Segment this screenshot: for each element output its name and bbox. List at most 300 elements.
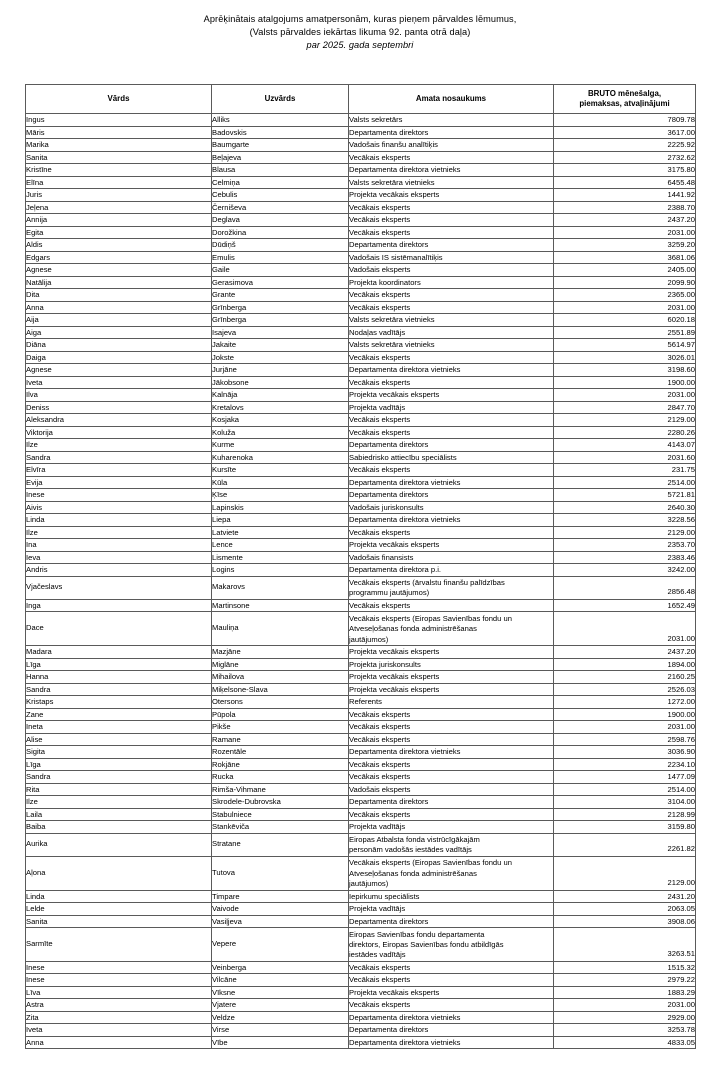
position-line: Atveseļošanas fonda administrēšanas (349, 868, 477, 878)
cell-first-name: Aivis (26, 501, 212, 514)
cell-last-name: Vasiļjeva (212, 915, 349, 928)
position-lines (349, 128, 553, 138)
position-line: Vadošais finanšu analītiķis (349, 140, 438, 150)
cell-last-name: Kūla (212, 476, 349, 489)
cell-salary-amount: 2437.20 (554, 646, 696, 659)
cell-salary-amount: 2405.00 (554, 264, 696, 277)
position-line: Vadošais juriskonsults (349, 502, 424, 512)
cell-last-name: Miķelsone-Slava (212, 683, 349, 696)
position-line: Nodaļas vadītājs (349, 327, 406, 337)
position-line: Projekta vecākais eksperts (349, 190, 440, 200)
table-row (26, 928, 696, 962)
position-line: Projekta vecākais eksperts (349, 684, 440, 694)
cell-position (349, 289, 554, 302)
cell-salary-amount: 1894.00 (554, 658, 696, 671)
cell-position (349, 733, 554, 746)
cell-salary-amount: 5614.97 (554, 339, 696, 352)
table-row (26, 226, 696, 239)
position-line: Vecākais eksperts (349, 152, 411, 162)
cell-first-name: Ina (26, 539, 212, 552)
position-line: Vecākais eksperts (349, 352, 411, 362)
position-lines (349, 1013, 553, 1023)
cell-first-name: Daiga (26, 351, 212, 364)
position-lines (349, 453, 553, 463)
cell-last-name: Pikše (212, 721, 349, 734)
cell-last-name: Latviete (212, 526, 349, 539)
cell-last-name: Lismente (212, 551, 349, 564)
position-lines (349, 365, 553, 375)
cell-position (349, 139, 554, 152)
position-line: Vecākais eksperts (349, 772, 411, 782)
cell-first-name: Ilze (26, 796, 212, 809)
position-line: Vecākais eksperts (349, 759, 411, 769)
table-row (26, 151, 696, 164)
cell-last-name: Blausa (212, 164, 349, 177)
position-lines (349, 140, 553, 150)
cell-last-name: Rucka (212, 771, 349, 784)
position-lines (349, 253, 553, 263)
cell-position (349, 646, 554, 659)
table-row (26, 276, 696, 289)
cell-last-name: Grante (212, 289, 349, 302)
position-line: Departamenta direktora vietnieks (349, 1012, 461, 1022)
cell-position (349, 721, 554, 734)
cell-salary-amount: 2598.76 (554, 733, 696, 746)
cell-last-name: Pūpola (212, 708, 349, 721)
position-lines (349, 685, 553, 695)
table-row (26, 808, 696, 821)
position-line: direktors, Eiropas Savienības fondu atbildīgās (349, 939, 504, 949)
cell-first-name: Inese (26, 489, 212, 502)
table-row (26, 986, 696, 999)
cell-salary-amount: 2856.48 (554, 576, 696, 599)
position-line: Vadošais eksperts (349, 265, 411, 275)
cell-position (349, 928, 554, 962)
position-lines (349, 963, 553, 973)
cell-position (349, 708, 554, 721)
cell-position (349, 151, 554, 164)
position-lines (349, 490, 553, 500)
table-row (26, 139, 696, 152)
cell-last-name: Ramane (212, 733, 349, 746)
cell-salary-amount: 2514.00 (554, 783, 696, 796)
cell-position (349, 746, 554, 759)
cell-first-name: Sandra (26, 771, 212, 784)
cell-salary-amount: 2160.25 (554, 671, 696, 684)
position-lines (349, 515, 553, 525)
position-line: Vecākais eksperts (349, 1000, 411, 1010)
table-row (26, 646, 696, 659)
cell-salary-amount: 2929.00 (554, 1011, 696, 1024)
position-line: Vecākais eksperts (349, 962, 411, 972)
position-lines (349, 315, 553, 325)
cell-salary-amount: 2551.89 (554, 326, 696, 339)
cell-last-name: Vaivode (212, 903, 349, 916)
cell-first-name: Elvīra (26, 464, 212, 477)
cell-first-name: Inga (26, 599, 212, 612)
table-row (26, 164, 696, 177)
cell-last-name: Alliks (212, 114, 349, 127)
position-line: Vecākais eksperts (349, 290, 411, 300)
table-row (26, 999, 696, 1012)
position-line: jautājumos) (349, 879, 389, 889)
position-line: jautājumos) (349, 634, 389, 644)
position-line: Departamenta direktors (349, 490, 429, 500)
position-lines (349, 378, 553, 388)
cell-position (349, 489, 554, 502)
cell-first-name: Aurika (26, 833, 212, 856)
cell-salary-amount: 6020.18 (554, 314, 696, 327)
position-line: Valsts sekretāra vietnieks (349, 177, 435, 187)
table-row (26, 1024, 696, 1037)
cell-first-name: Zita (26, 1011, 212, 1024)
cell-position (349, 551, 554, 564)
cell-last-name: Vilcāne (212, 974, 349, 987)
cell-position (349, 999, 554, 1012)
position-line: Vecākais eksperts (349, 202, 411, 212)
table-row (26, 114, 696, 127)
cell-salary-amount: 3242.00 (554, 564, 696, 577)
table-row (26, 251, 696, 264)
cell-last-name: Martinsone (212, 599, 349, 612)
position-line: Vecākais eksperts (349, 709, 411, 719)
position-lines (349, 228, 553, 238)
cell-position (349, 214, 554, 227)
cell-first-name: Linda (26, 890, 212, 903)
position-line: Departamenta direktora vietnieks (349, 365, 461, 375)
cell-position (349, 796, 554, 809)
cell-first-name: Hanna (26, 671, 212, 684)
cell-first-name: Anna (26, 1036, 212, 1049)
position-line: Departamenta direktora vietnieks (349, 477, 461, 487)
cell-first-name: Iveta (26, 1024, 212, 1037)
cell-position (349, 974, 554, 987)
cell-position (349, 856, 554, 890)
position-lines (349, 115, 553, 125)
cell-position (349, 301, 554, 314)
cell-salary-amount: 2128.99 (554, 808, 696, 821)
cell-position (349, 612, 554, 646)
cell-last-name: Celmiņa (212, 176, 349, 189)
cell-first-name: Sigita (26, 746, 212, 759)
position-line: Vecākais eksperts (ārvalstu finanšu palīdzības (349, 578, 505, 587)
cell-first-name: Viktorija (26, 426, 212, 439)
cell-first-name: Agnese (26, 364, 212, 377)
cell-position (349, 564, 554, 577)
cell-position (349, 189, 554, 202)
cell-last-name: Mazjāne (212, 646, 349, 659)
cell-first-name: Evija (26, 476, 212, 489)
cell-position (349, 808, 554, 821)
column-header-name: Vārds (26, 85, 212, 114)
position-line: Departamenta direktors (349, 916, 429, 926)
position-lines (349, 290, 553, 300)
cell-salary-amount: 7809.78 (554, 114, 696, 127)
cell-position (349, 771, 554, 784)
table-row (26, 451, 696, 464)
cell-salary-amount: 3617.00 (554, 126, 696, 139)
position-line: Vecākais eksperts (349, 377, 411, 387)
position-line: Departamenta direktors (349, 440, 429, 450)
position-lines (349, 835, 553, 856)
position-line: Departamenta direktora vietnieks (349, 165, 461, 175)
cell-first-name: Jeļena (26, 201, 212, 214)
table-row (26, 564, 696, 577)
position-lines (349, 440, 553, 450)
cell-last-name: Timpare (212, 890, 349, 903)
cell-position (349, 389, 554, 402)
cell-first-name: Madara (26, 646, 212, 659)
position-lines (349, 772, 553, 782)
cell-position (349, 414, 554, 427)
cell-last-name: Tutova (212, 856, 349, 890)
table-row (26, 439, 696, 452)
cell-position (349, 783, 554, 796)
cell-last-name: Baumgarte (212, 139, 349, 152)
position-lines (349, 540, 553, 550)
cell-salary-amount: 2031.00 (554, 612, 696, 646)
cell-last-name: Jakaite (212, 339, 349, 352)
table-row (26, 489, 696, 502)
cell-first-name: Rita (26, 783, 212, 796)
cell-position (349, 683, 554, 696)
cell-salary-amount: 5721.81 (554, 489, 696, 502)
position-lines (349, 797, 553, 807)
cell-last-name: Lapinskis (212, 501, 349, 514)
table-header (26, 85, 696, 114)
cell-last-name: Stankēviča (212, 821, 349, 834)
position-line: Projekta vecākais eksperts (349, 672, 440, 682)
cell-position (349, 658, 554, 671)
cell-salary-amount: 2979.22 (554, 974, 696, 987)
cell-position (349, 671, 554, 684)
position-line: Valsts sekretāra vietnieks (349, 315, 435, 325)
cell-last-name: Mauliņa (212, 612, 349, 646)
cell-first-name: Sandra (26, 451, 212, 464)
position-lines (349, 428, 553, 438)
cell-position (349, 164, 554, 177)
position-lines (349, 528, 553, 538)
cell-salary-amount: 1477.09 (554, 771, 696, 784)
cell-position (349, 903, 554, 916)
table-row (26, 551, 696, 564)
cell-first-name: Alise (26, 733, 212, 746)
cell-salary-amount: 1515.32 (554, 961, 696, 974)
cell-first-name: Līga (26, 658, 212, 671)
cell-first-name: Laila (26, 808, 212, 821)
position-lines (349, 858, 553, 889)
cell-last-name: Emulis (212, 251, 349, 264)
cell-first-name: Edgars (26, 251, 212, 264)
position-line: programmu jautājumos) (349, 588, 430, 598)
cell-position (349, 126, 554, 139)
cell-first-name: Ieva (26, 551, 212, 564)
cell-first-name: Astra (26, 999, 212, 1012)
position-lines (349, 278, 553, 288)
cell-position (349, 464, 554, 477)
cell-salary-amount: 3259.20 (554, 239, 696, 252)
cell-salary-amount: 1900.00 (554, 376, 696, 389)
cell-salary-amount: 1441.92 (554, 189, 696, 202)
table-row (26, 401, 696, 414)
position-lines (349, 988, 553, 998)
cell-first-name: Andris (26, 564, 212, 577)
cell-first-name: Egita (26, 226, 212, 239)
position-lines (349, 465, 553, 475)
cell-salary-amount: 2063.05 (554, 903, 696, 916)
cell-first-name: Sandra (26, 683, 212, 696)
cell-first-name: Ilze (26, 526, 212, 539)
cell-first-name: Baiba (26, 821, 212, 834)
position-lines (349, 340, 553, 350)
position-lines (349, 240, 553, 250)
table-row (26, 264, 696, 277)
position-line: Vecākais eksperts (349, 415, 411, 425)
table-row (26, 733, 696, 746)
table-row (26, 783, 696, 796)
cell-first-name: Agnese (26, 264, 212, 277)
position-line: Vecākais eksperts (Eiropas Savienības fondu un (349, 613, 512, 623)
cell-last-name: Kuharenoka (212, 451, 349, 464)
cell-salary-amount: 2388.70 (554, 201, 696, 214)
cell-position (349, 539, 554, 552)
cell-first-name: Kristīne (26, 164, 212, 177)
cell-salary-amount: 3036.90 (554, 746, 696, 759)
table-row (26, 721, 696, 734)
position-line: Vecākais eksperts (Eiropas Savienības fondu un (349, 858, 512, 868)
position-line: Departamenta direktors (349, 1025, 429, 1035)
cell-last-name: Virse (212, 1024, 349, 1037)
cell-last-name: Logins (212, 564, 349, 577)
position-lines (349, 760, 553, 770)
cell-salary-amount: 2099.90 (554, 276, 696, 289)
table-row (26, 821, 696, 834)
column-header-surname: Uzvārds (212, 85, 349, 114)
position-lines (349, 215, 553, 225)
position-line: Vadošais IS sistēmanalītiķis (349, 252, 443, 262)
cell-last-name: Miglāne (212, 658, 349, 671)
table-row (26, 389, 696, 402)
cell-last-name: Rokjāne (212, 758, 349, 771)
position-line: Departamenta direktora p.i. (349, 565, 442, 575)
cell-first-name: Zane (26, 708, 212, 721)
table-row (26, 833, 696, 856)
cell-position (349, 201, 554, 214)
position-line: Projekta vadītājs (349, 402, 406, 412)
table-row (26, 201, 696, 214)
cell-position (349, 696, 554, 709)
cell-salary-amount: 2514.00 (554, 476, 696, 489)
table-row (26, 326, 696, 339)
position-lines (349, 578, 553, 599)
cell-last-name: Vepere (212, 928, 349, 962)
cell-salary-amount: 231.75 (554, 464, 696, 477)
position-lines (349, 1000, 553, 1010)
cell-first-name: Līga (26, 758, 212, 771)
position-line: personām vadošās iestādes vadītājs (349, 845, 472, 855)
cell-first-name: Vjačeslavs (26, 576, 212, 599)
position-lines (349, 165, 553, 175)
position-lines (349, 601, 553, 611)
cell-first-name: Lelde (26, 903, 212, 916)
cell-last-name: Vībe (212, 1036, 349, 1049)
cell-first-name: Dita (26, 289, 212, 302)
cell-position (349, 351, 554, 364)
cell-first-name: Iveta (26, 376, 212, 389)
position-line: Vecākais eksperts (349, 427, 411, 437)
cell-position (349, 821, 554, 834)
position-line: Referents (349, 697, 382, 707)
cell-first-name: Anna (26, 301, 212, 314)
cell-position (349, 251, 554, 264)
cell-position (349, 833, 554, 856)
cell-first-name: Aiga (26, 326, 212, 339)
position-lines (349, 353, 553, 363)
position-lines (349, 672, 553, 682)
cell-last-name: Kalnāja (212, 389, 349, 402)
column-header-salary-line-1: BRUTO mēnešalga, (587, 89, 662, 98)
column-header-salary (554, 85, 696, 114)
position-lines (349, 785, 553, 795)
position-line: Projekta juriskonsults (349, 659, 421, 669)
table-row (26, 696, 696, 709)
cell-last-name: Jurjāne (212, 364, 349, 377)
table-row (26, 890, 696, 903)
table-row (26, 856, 696, 890)
position-lines (349, 190, 553, 200)
cell-last-name: Deglava (212, 214, 349, 227)
cell-first-name: Annija (26, 214, 212, 227)
cell-first-name: Ilze (26, 439, 212, 452)
position-line: Departamenta direktora vietnieks (349, 515, 461, 525)
cell-first-name: Sanita (26, 915, 212, 928)
page-title-line-2: (Valsts pārvaldes iekārtas likuma 92. panta otrā daļa) (249, 27, 471, 37)
position-lines (349, 1038, 553, 1048)
cell-last-name: Gaile (212, 264, 349, 277)
cell-first-name: Sanita (26, 151, 212, 164)
position-lines (349, 822, 553, 832)
position-line: Vadošais finansists (349, 552, 414, 562)
salary-table-container (25, 84, 695, 1049)
cell-first-name: Natālija (26, 276, 212, 289)
position-lines (349, 303, 553, 313)
position-line: Valsts sekretāra vietnieks (349, 340, 435, 350)
position-line: Sabiedrisko attiecību speciālists (349, 452, 457, 462)
table-row (26, 339, 696, 352)
cell-position (349, 1024, 554, 1037)
cell-salary-amount: 2031.00 (554, 999, 696, 1012)
table-row (26, 612, 696, 646)
position-lines (349, 647, 553, 657)
position-lines (349, 415, 553, 425)
position-line: Projekta vadītājs (349, 822, 406, 832)
position-line: Vecākais eksperts (349, 809, 411, 819)
cell-last-name: Grīnberga (212, 314, 349, 327)
position-line: Vecākais eksperts (349, 527, 411, 537)
cell-position (349, 961, 554, 974)
salary-table (25, 84, 696, 1049)
cell-position (349, 376, 554, 389)
cell-first-name: Aļona (26, 856, 212, 890)
cell-position (349, 476, 554, 489)
table-row (26, 414, 696, 427)
cell-position (349, 915, 554, 928)
cell-position (349, 264, 554, 277)
page-title-line-3: par 2025. gada septembri (306, 40, 414, 50)
cell-position (349, 326, 554, 339)
cell-salary-amount: 2383.46 (554, 551, 696, 564)
cell-salary-amount: 3198.60 (554, 364, 696, 377)
